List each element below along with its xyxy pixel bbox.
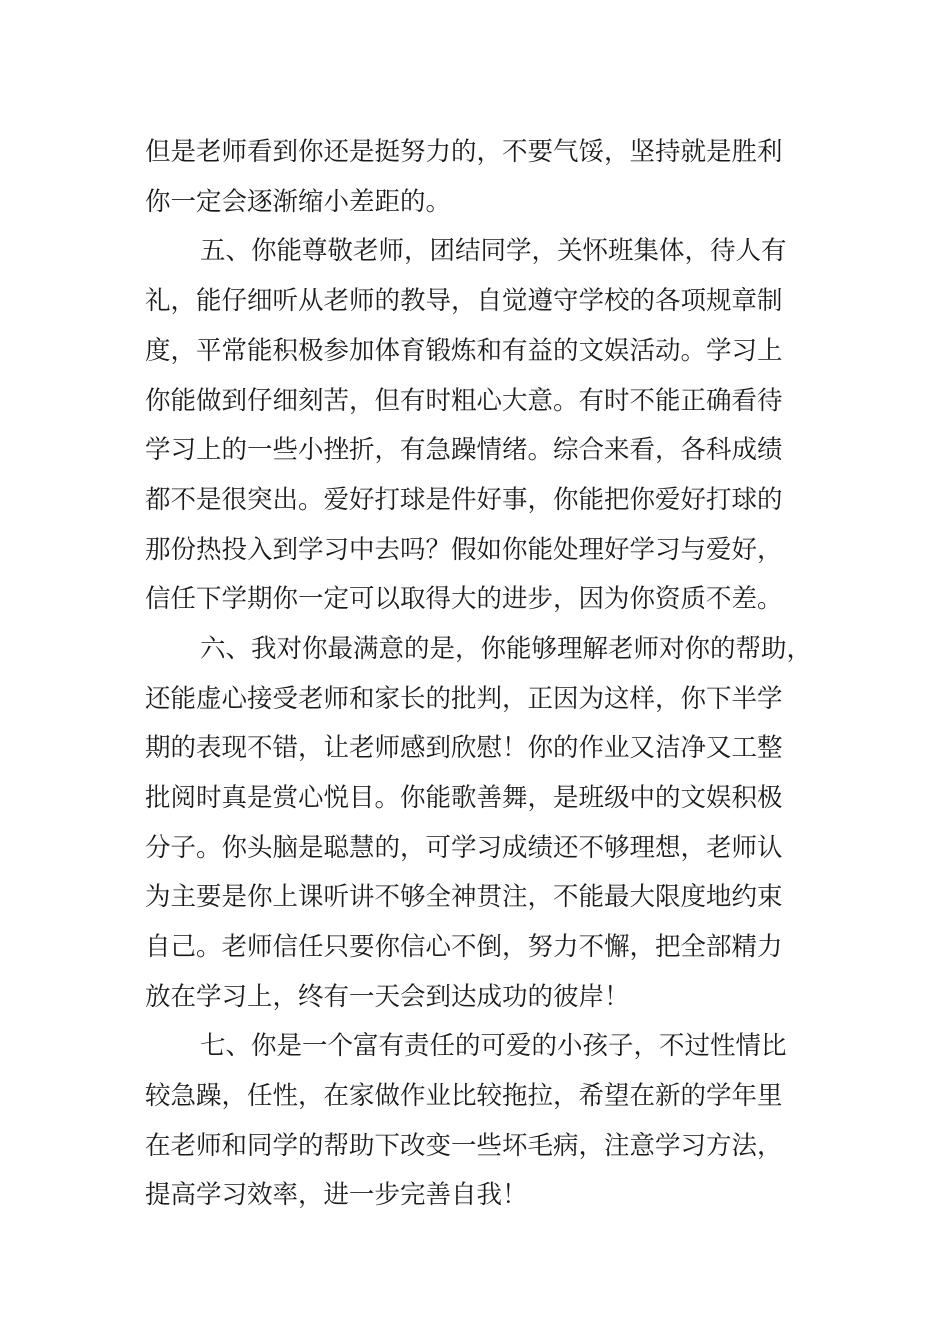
text-line: 期的表现不错，让老师感到欣慰！你的作业又洁净又工整 — [145, 733, 783, 763]
text-line: 信任下学期你一定可以取得大的进步，因为你资质不差。 — [145, 584, 783, 614]
paragraph-5-first-line: 五、你能尊敬老师，团结同学，关怀班集体，待人有 — [200, 236, 787, 266]
text-line: 较急躁，任性，在家做作业比较拖拉，希望在新的学年里 — [145, 1081, 783, 1111]
text-line: 自己。老师信任只要你信心不倒，努力不懈，把全部精力 — [145, 932, 783, 962]
text-line: 礼，能仔细听从老师的教导，自觉遵守学校的各项规章制 — [145, 286, 783, 316]
text-line: 为主要是你上课听讲不够全神贯注，不能最大限度地约束 — [145, 882, 783, 912]
text-line: 你一定会逐渐缩小差距的。 — [145, 187, 452, 217]
text-line: 提高学习效率，进一步完善自我！ — [145, 1180, 528, 1210]
text-line: 放在学习上，终有一天会到达成功的彼岸！ — [145, 982, 630, 1012]
text-line: 学习上的一些小挫折，有急躁情绪。综合来看，各科成绩 — [145, 435, 783, 465]
text-line: 在老师和同学的帮助下改变一些坏毛病，注意学习方法， — [145, 1131, 783, 1161]
text-line: 批阅时真是赏心悦目。你能歌善舞，是班级中的文娱积极 — [145, 783, 783, 813]
paragraph-6-first-line: 六、我对你最满意的是，你能够理解老师对你的帮助， — [200, 634, 813, 664]
text-line: 度，平常能积极参加体育锻炼和有益的文娱活动。学习上 — [145, 336, 783, 366]
text-line: 分子。你头脑是聪慧的，可学习成绩还不够理想，老师认 — [145, 833, 783, 863]
text-line: 还能虚心接受老师和家长的批判，正因为这样，你下半学 — [145, 684, 783, 714]
text-line: 你能做到仔细刻苦，但有时粗心大意。有时不能正确看待 — [145, 386, 783, 416]
text-line: 但是老师看到你还是挺努力的，不要气馁，坚持就是胜利 — [145, 137, 783, 167]
paragraph-7-first-line: 七、你是一个富有责任的可爱的小孩子，不过性情比 — [200, 1031, 787, 1061]
text-line: 都不是很突出。爱好打球是件好事，你能把你爱好打球的 — [145, 485, 783, 515]
text-line: 那份热投入到学习中去吗？假如你能处理好学习与爱好， — [145, 535, 783, 565]
